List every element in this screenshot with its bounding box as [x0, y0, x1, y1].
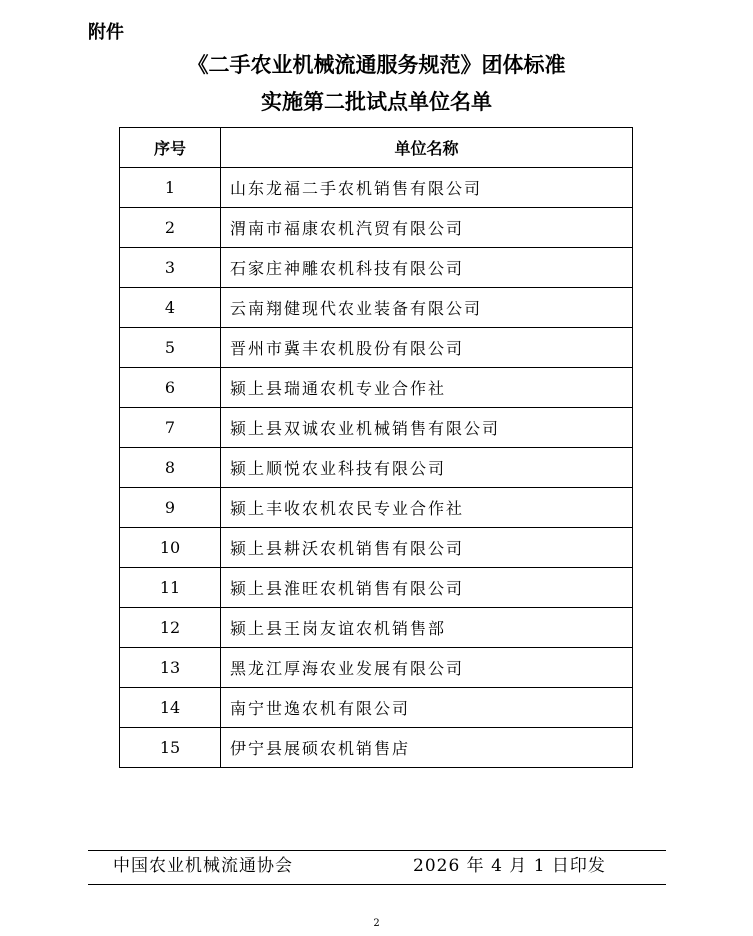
unit-name: 黑龙江厚海农业发展有限公司: [221, 648, 633, 688]
footer-top-rule: [88, 850, 666, 851]
unit-name: 云南翔健现代农业装备有限公司: [221, 288, 633, 328]
row-number: 7: [120, 408, 221, 448]
table-row: [120, 208, 633, 248]
table-row: [120, 648, 633, 688]
row-number: 6: [120, 368, 221, 408]
unit-name: 石家庄神雕农机科技有限公司: [221, 248, 633, 288]
table-row: [120, 168, 633, 208]
row-number: 1: [120, 168, 221, 208]
unit-name: 颍上县双诚农业机械销售有限公司: [221, 408, 633, 448]
unit-name: 颍上县瑞通农机专业合作社: [221, 368, 633, 408]
unit-name: 晋州市冀丰农机股份有限公司: [221, 328, 633, 368]
document-title-line-1: 《二手农业机械流通服务规范》团体标准: [187, 53, 566, 77]
pilot-unit-table: [119, 127, 633, 768]
row-number: 8: [120, 448, 221, 488]
row-number: 4: [120, 288, 221, 328]
table-row: [120, 248, 633, 288]
header-unit-name: 单位名称: [221, 128, 633, 168]
issuing-organization: 中国农业机械流通协会: [113, 856, 293, 876]
unit-name: 颍上顺悦农业科技有限公司: [221, 448, 633, 488]
unit-name: 颍上县王岗友谊农机销售部: [221, 608, 633, 648]
footer-bottom-rule: [88, 884, 666, 885]
unit-name: 颍上县耕沃农机销售有限公司: [221, 528, 633, 568]
table-row: [120, 288, 633, 328]
unit-name: 山东龙福二手农机销售有限公司: [221, 168, 633, 208]
table-row: [120, 688, 633, 728]
row-number: 2: [120, 208, 221, 248]
row-number: 12: [120, 608, 221, 648]
table-header-row: [120, 128, 633, 168]
table-row: [120, 728, 633, 768]
unit-name: 颍上县淮旺农机销售有限公司: [221, 568, 633, 608]
unit-name: 伊宁县展硕农机销售店: [221, 728, 633, 768]
table-row: [120, 408, 633, 448]
table-row: [120, 608, 633, 648]
row-number: 11: [120, 568, 221, 608]
header-serial-number: 序号: [120, 128, 221, 168]
table-row: [120, 528, 633, 568]
unit-name: 渭南市福康农机汽贸有限公司: [221, 208, 633, 248]
table-row: [120, 328, 633, 368]
table-row: [120, 568, 633, 608]
table-row: [120, 448, 633, 488]
document-title-line-2: 实施第二批试点单位名单: [261, 90, 492, 114]
unit-name: 南宁世逸农机有限公司: [221, 688, 633, 728]
row-number: 10: [120, 528, 221, 568]
table-row: [120, 488, 633, 528]
page-number: 2: [373, 918, 380, 929]
attachment-label: 附件: [88, 22, 124, 43]
row-number: 5: [120, 328, 221, 368]
table-row: [120, 368, 633, 408]
issue-date: 2026 年 4 月 1 日印发: [413, 856, 606, 876]
unit-name: 颍上丰收农机农民专业合作社: [221, 488, 633, 528]
row-number: 14: [120, 688, 221, 728]
row-number: 3: [120, 248, 221, 288]
row-number: 9: [120, 488, 221, 528]
row-number: 13: [120, 648, 221, 688]
row-number: 15: [120, 728, 221, 768]
